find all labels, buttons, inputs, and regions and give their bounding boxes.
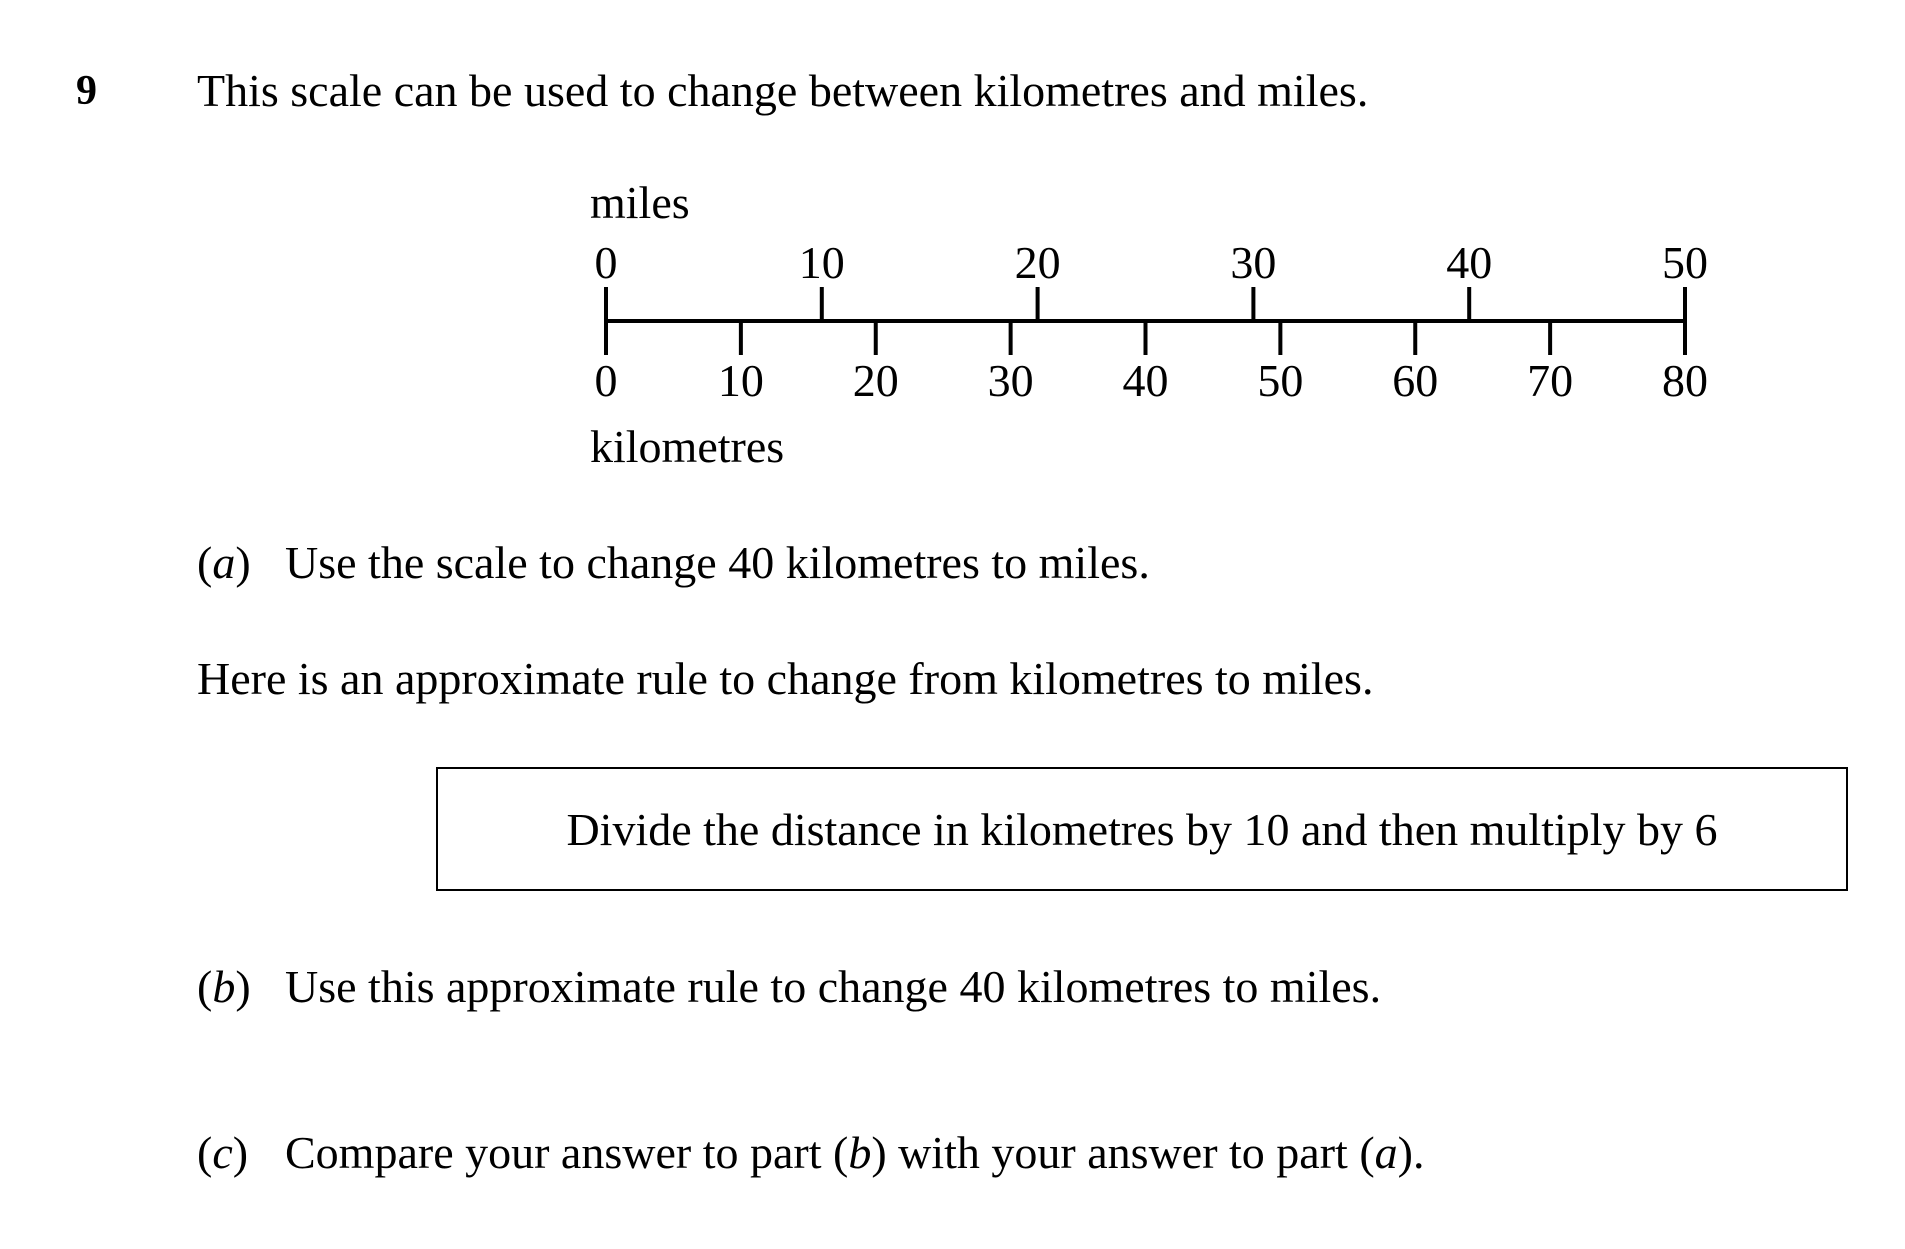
question-intro: This scale can be used to change between kilometres and miles. <box>197 65 1369 116</box>
part-b <box>197 961 1382 1012</box>
part-b-label: (b) <box>197 961 251 1012</box>
km-ticks <box>595 321 1709 406</box>
part-c-text: Compare your answer to part (b) with your answer to part (a). <box>285 1127 1425 1178</box>
miles-tick-label-50: 50 <box>1662 237 1708 288</box>
km-tick-label-0: 0 <box>594 355 618 406</box>
rule-intro: Here is an approximate rule to change from kilometres to miles. <box>197 653 1374 704</box>
km-tick-label-30: 30 <box>987 355 1034 406</box>
question-number: 9 <box>76 68 97 114</box>
miles-axis-label: miles <box>590 177 690 228</box>
part-c-label: (c) <box>197 1127 249 1178</box>
rule-box-text: Divide the distance in kilometres by 10 and then multiply by 6 <box>566 803 1718 855</box>
miles-tick-label-10: 10 <box>798 237 845 288</box>
miles-tick-label-40: 40 <box>1446 237 1493 288</box>
km-tick-label-40: 40 <box>1122 355 1169 406</box>
km-tick-label-10: 10 <box>717 355 764 406</box>
part-c <box>197 1127 1425 1178</box>
km-tick-label-80: 80 <box>1662 355 1708 406</box>
miles-tick-label-0: 0 <box>594 237 618 288</box>
km-tick-label-70: 70 <box>1527 355 1574 406</box>
miles-tick-label-30: 30 <box>1230 237 1277 288</box>
km-tick-label-20: 20 <box>852 355 899 406</box>
part-a-text: Use the scale to change 40 kilometres to miles. <box>285 537 1150 588</box>
rule-box <box>436 767 1848 891</box>
part-a <box>197 537 1150 588</box>
part-b-text: Use this approximate rule to change 40 kilometres to miles. <box>285 961 1382 1012</box>
miles-tick-label-20: 20 <box>1014 237 1061 288</box>
km-tick-label-60: 60 <box>1392 355 1439 406</box>
km-tick-label-50: 50 <box>1257 355 1304 406</box>
kilometres-axis-label: kilometres <box>590 421 785 472</box>
miles-ticks <box>595 237 1709 321</box>
part-a-label: (a) <box>197 537 251 588</box>
